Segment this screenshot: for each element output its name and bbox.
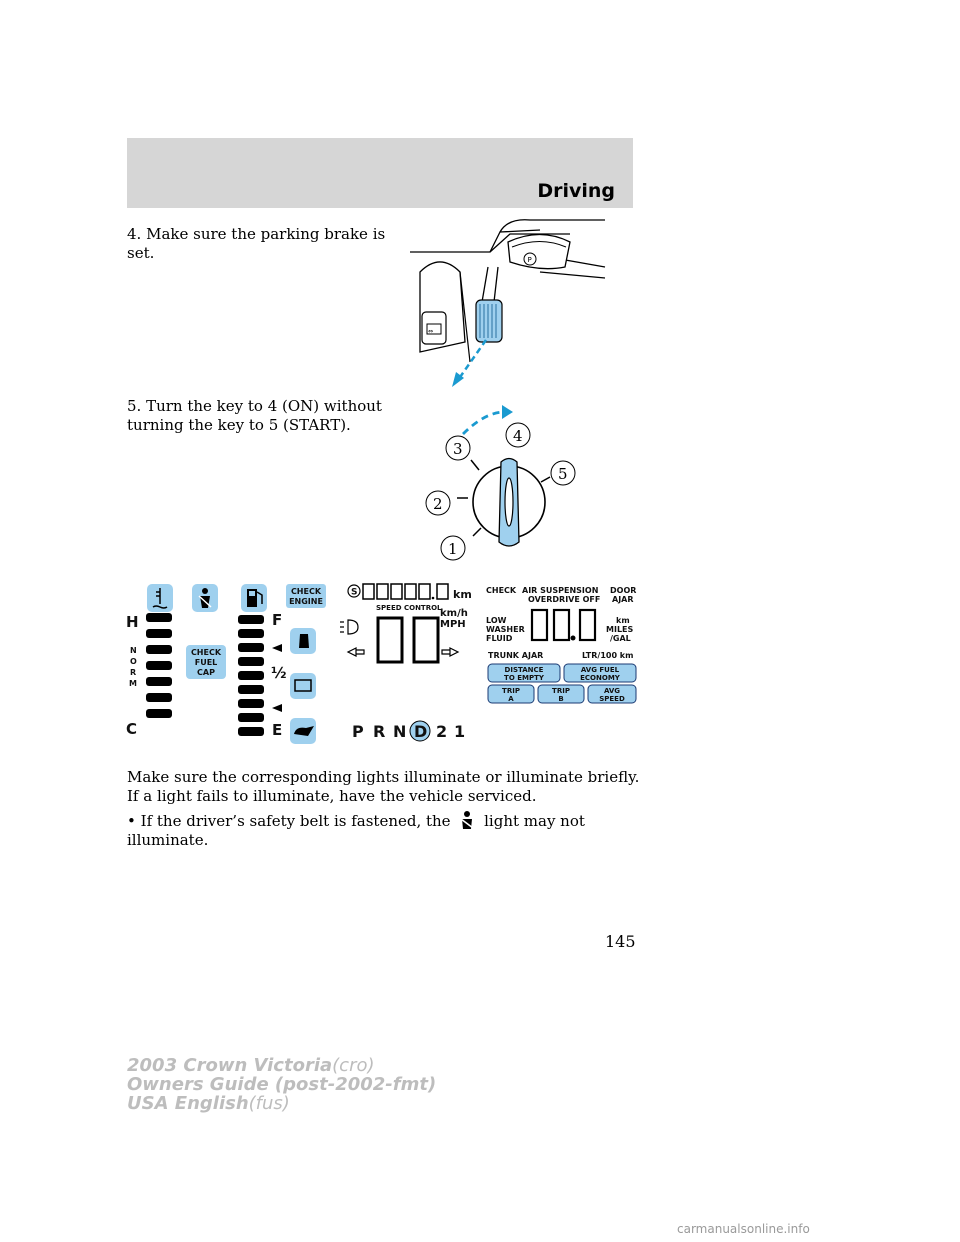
message-center-digits [532,610,595,640]
button-avg-speed-l1: AVG [603,687,621,695]
mc-unit-km: km [616,616,630,625]
fuel-full-label: F [272,611,283,629]
check-fuel-cap-line3: CAP [197,668,215,677]
button-distance-to-empty-l1: DISTANCE [504,666,544,674]
gear-d: D [414,722,428,741]
temp-norm-r: R [130,668,137,677]
ignition-position-2: 2 [433,495,443,513]
mc-unit-gal: /GAL [610,634,631,643]
check-engine-line1: CHECK [290,587,322,596]
ignition-position-5: 5 [558,465,568,483]
footer [127,1056,436,1113]
ignition-illustration [405,400,585,565]
instrument-cluster-illustration [120,580,640,750]
parking-brake-illustration [390,212,610,390]
mc-low: LOW [486,616,507,625]
ignition-position-4: 4 [513,427,523,445]
temp-hot-label: H [126,613,139,631]
step-5-text: 5. Turn the key to 4 (ON) without turning the key to 5 (START). [127,397,382,434]
footer-line1: 2003 Crown Victoria [127,1055,333,1076]
mc-trunk-ajar: TRUNK AJAR [488,651,544,660]
footer-line2: Owners Guide (post-2002-fmt) [127,1074,437,1095]
speed-unit-kmh: km/h [440,608,468,619]
gear-p: P [352,722,364,741]
button-trip-a-l1: TRIP [502,687,520,695]
temp-norm-n: N [130,646,137,655]
button-avg-speed-l2: SPEED [599,695,625,703]
bullet-dot: • [127,812,136,830]
mc-washer: WASHER [486,625,525,634]
mc-fluid: FLUID [486,634,513,643]
section-title: Driving [537,180,615,202]
mc-check: CHECK [486,586,517,595]
mc-unit-miles: MILES [606,625,634,634]
gear-r: R [373,722,386,741]
gear-selector [352,721,465,741]
page-number: 145 [605,932,636,951]
footer-line1-code: (cro) [332,1055,375,1076]
step-4-text: 4. Make sure the parking brake is set. [127,225,386,262]
bullet-text-before: If the driver’s safety belt is fastened, the [140,812,451,830]
gear-n: N [393,722,407,741]
fuel-empty-label: E [272,721,283,739]
speed-control-label: SPEED CONTROL [376,604,442,612]
fuel-gauge-bars [238,615,264,736]
button-avg-fuel-economy-l2: ECONOMY [580,674,620,682]
bullet-text-after: light may not illuminate. [127,812,585,849]
watermark: carmanualsonline.info [677,1222,810,1236]
odometer-s-symbol: S [351,587,358,598]
check-engine-line2: ENGINE [289,597,323,606]
button-avg-fuel-economy-l1: AVG FUEL [580,666,620,674]
button-trip-b-l2: B [558,695,564,703]
footer-line3: USA English [127,1093,249,1114]
check-fuel-cap-line2: FUEL [194,658,218,667]
gear-1: 1 [454,722,466,741]
mc-ltr-100km: LTR/100 km [582,651,634,660]
temp-gauge-bars [146,613,172,718]
speedometer-digits [378,618,438,662]
svg-text:⇔: ⇔ [428,328,434,335]
mc-ajar: AJAR [612,595,634,604]
temp-norm-o: O [130,657,137,666]
ignition-position-1: 1 [448,540,458,558]
park-symbol: P [527,256,532,264]
temp-cold-label: C [126,720,138,738]
speed-unit-mph: MPH [440,619,466,630]
body-paragraph: Make sure the corresponding lights illuminate or illuminate briefly. If a light fails to illuminate, have the vehicle serviced. [127,768,640,805]
fuel-half-label: ½ [271,664,287,682]
mc-air-suspension: AIR SUSPENSION [522,586,599,595]
gear-2: 2 [436,722,448,741]
temp-norm-m: M [129,679,137,688]
footer-line3-code: (fus) [248,1093,290,1114]
button-trip-b-l1: TRIP [552,687,570,695]
button-distance-to-empty-l2: TO EMPTY [504,674,544,682]
header-band [127,138,633,208]
ignition-position-3: 3 [453,440,463,458]
bullet-item [127,810,647,850]
odometer-unit: km [453,588,472,601]
check-fuel-cap-line1: CHECK [190,648,222,657]
odometer-digits [363,584,448,599]
mc-overdrive-off: OVERDRIVE OFF [528,595,601,604]
button-trip-a-l2: A [508,695,514,703]
safety-belt-icon [458,810,476,830]
mc-door: DOOR [610,586,637,595]
